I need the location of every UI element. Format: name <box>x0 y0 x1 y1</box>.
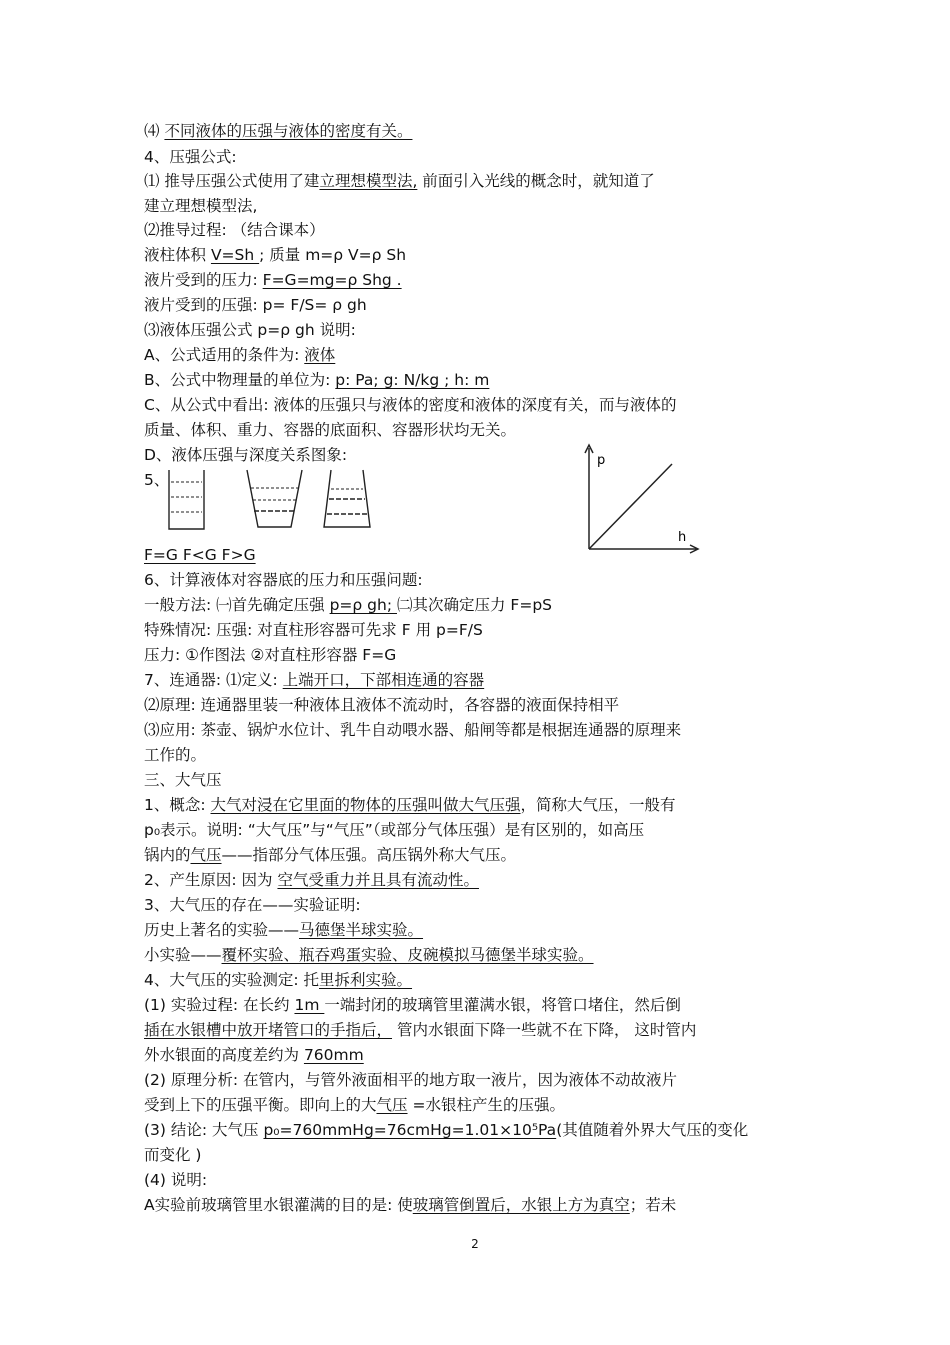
text-line <box>144 245 406 265</box>
line-text: 质量、体积、重力、容器的底面积、容器形状均无关。 <box>144 421 517 439</box>
underlined-text: 气压 <box>190 846 222 864</box>
text-line <box>144 920 423 940</box>
line-text: ——指部分气体压强。高压锅外称大气压。 <box>221 846 517 864</box>
text-line <box>144 820 644 840</box>
text-line <box>144 1145 201 1165</box>
underlined-text: 不同液体的压强与液体的密度有关。 <box>164 122 413 140</box>
text-line <box>144 295 367 315</box>
underlined-text: 立理想模型法, <box>319 172 418 190</box>
underlined-text: 玻璃管倒置后，水银上方为真空 <box>412 1196 630 1214</box>
line-text: C、从公式中看出: 液体的压强只与液体的密度和液体的深度有关，而与液体的 <box>144 396 677 414</box>
underlined-text: p₀=760mmHg=76cmHg=1.01×10⁵Pa <box>263 1121 557 1139</box>
line-text: (4) 说明: <box>144 1171 208 1189</box>
text-line <box>144 1045 364 1065</box>
line-text: 锅内的 <box>144 846 191 864</box>
text-line <box>144 1120 748 1140</box>
line-text: 3、大气压的存在——实验证明: <box>144 896 361 914</box>
line-text: ㈡其次确定压力 F=pS <box>396 596 552 614</box>
line-text: ；若未 <box>629 1196 677 1214</box>
text-line <box>144 220 325 240</box>
text-line <box>144 595 552 615</box>
line-text: 三、大气压 <box>144 771 222 789</box>
text-line <box>144 1020 696 1040</box>
text-line <box>144 570 423 590</box>
line-text: 5、 <box>144 471 170 489</box>
line-text: =水银柱产生的压强。 <box>407 1096 565 1114</box>
line-text: 工作的。 <box>144 746 207 764</box>
page-number: 2 <box>471 1237 479 1251</box>
text-line <box>144 196 257 216</box>
graph-y-label: p <box>597 453 606 468</box>
line-text: 特殊情况: 压强: 对直柱形容器可先求 F 用 p=F/S <box>144 621 483 639</box>
text-line <box>144 470 169 490</box>
underlined-text: 760mm <box>303 1046 364 1064</box>
underlined-text: 里拆利实验。 <box>319 971 413 989</box>
text-line <box>144 870 479 890</box>
line-text: 2、产生原因: 因为 <box>144 871 278 889</box>
underlined-text: 1m <box>294 996 325 1014</box>
text-line <box>144 121 412 141</box>
underlined-text: 液体 <box>304 346 336 364</box>
tapered-container <box>324 470 370 527</box>
line-text: 小实验—— <box>144 946 222 964</box>
text-line <box>144 945 594 965</box>
line-text: (1) 实验过程: 在长约 <box>144 996 295 1014</box>
line-text: ⑷ <box>144 122 165 140</box>
text-line <box>144 147 237 167</box>
text-line <box>144 720 681 740</box>
line-text: (2) 原理分析: 在管内，与管外液面相平的地方取一液片，因为液体不动故液片 <box>144 1071 678 1089</box>
line-text: D、液体压强与深度关系图象: <box>144 446 348 464</box>
text-line <box>144 420 516 440</box>
line-text: 6、计算液体对容器底的压力和压强问题: <box>144 571 423 589</box>
line-text: ，简称大气压，一般有 <box>520 796 676 814</box>
line-text: 4、压强公式: <box>144 148 237 166</box>
line-text: 历史上著名的实验—— <box>144 921 300 939</box>
line-text: p₀表示。说明: “大气压”与“气压”（或部分气体压强）是有区别的，如高压 <box>144 821 645 839</box>
line-text: (3) 结论: 大气压 <box>144 1121 264 1139</box>
text-line <box>144 445 347 465</box>
underlined-text: 插在水银槽中放开堵管口的手指后， <box>144 1021 393 1039</box>
line-text: 受到上下的压强平衡。即向上的大 <box>144 1096 377 1114</box>
text-line <box>144 320 356 340</box>
line-text: B、公式中物理量的单位为: <box>144 371 336 389</box>
line-text: ⑶应用: 茶壶、锅炉水位计、乳牛自动喂水器、船闸等都是根据连通器的原理来 <box>144 721 682 739</box>
line-text: (其值随着外界大气压的变化 <box>556 1121 749 1139</box>
straight-container <box>169 470 204 529</box>
underlined-text: 覆杯实验、瓶吞鸡蛋实验、皮碗模拟马德堡半球实验。 <box>221 946 594 964</box>
line-text: A、公式适用的条件为: <box>144 346 305 364</box>
text-line <box>144 345 335 365</box>
line-text: 液片受到的压力: <box>144 271 263 289</box>
text-line <box>144 395 676 415</box>
text-line <box>144 545 256 565</box>
underlined-text: p=ρ gh; <box>329 596 397 614</box>
text-line <box>144 370 489 390</box>
pressure-depth-graph <box>585 445 698 553</box>
graph-x-label: h <box>678 530 687 545</box>
line-text: 液片受到的压强: p= F/S= ρ gh <box>144 296 367 314</box>
line-text: 而变化 ) <box>144 1146 202 1164</box>
text-line <box>144 171 655 191</box>
line-text: 1、概念: <box>144 796 211 814</box>
flared-container <box>247 470 302 527</box>
line-text: ⑴ 推导压强公式使用了建 <box>144 172 320 190</box>
line-text: ; 质量 m=ρ V=ρ Sh <box>259 246 407 264</box>
underlined-text: F=G=mg=ρ Shg . <box>262 271 402 289</box>
text-line <box>144 895 361 915</box>
text-line <box>144 645 396 665</box>
text-line <box>144 795 676 815</box>
line-text: ⑶液体压强公式 p=ρ gh 说明: <box>144 321 356 339</box>
text-line <box>144 770 222 790</box>
text-line <box>144 620 483 640</box>
text-line <box>144 970 412 990</box>
underlined-text: F=G F<G F>G <box>144 546 256 564</box>
text-line <box>144 845 516 865</box>
line-text: A实验前玻璃管里水银灌满的目的是: 使 <box>144 1196 413 1214</box>
text-line <box>144 670 484 690</box>
line-text: 4、大气压的实验测定: 托 <box>144 971 320 989</box>
line-text: 管内水银面下降一些就不在下降， 这时管内 <box>392 1021 697 1039</box>
text-line <box>144 1195 676 1215</box>
text-line <box>144 995 681 1015</box>
text-line <box>144 1170 207 1190</box>
underlined-text: 空气受重力并且具有流动性。 <box>277 871 479 889</box>
line-text: 一般方法: ㈠首先确定压强 <box>144 596 330 614</box>
underlined-text: 气压 <box>376 1096 408 1114</box>
text-line <box>144 745 206 765</box>
line-text: 7、连通器: ⑴定义: <box>144 671 283 689</box>
text-line <box>144 270 402 290</box>
text-line <box>144 695 619 715</box>
line-text: 外水银面的高度差约为 <box>144 1046 304 1064</box>
text-line <box>144 1095 565 1115</box>
line-text: 前面引入光线的概念时，就知道了 <box>417 172 655 190</box>
line-text: ⑵推导过程: （结合课本） <box>144 221 325 239</box>
underlined-text: p: Pa; g: N/kg ; h: m <box>335 371 490 389</box>
line-text: 液柱体积 <box>144 246 211 264</box>
line-text: ⑵原理: 连通器里装一种液体且液体不流动时，各容器的液面保持相平 <box>144 696 620 714</box>
line-text: 建立理想模型法, <box>144 197 258 215</box>
underlined-text: 上端开口，下部相连通的容器 <box>282 671 485 689</box>
line-text: 一端封闭的玻璃管里灌满水银，将管口堵住，然后倒 <box>324 996 681 1014</box>
underlined-text: 大气对浸在它里面的物体的压强叫做大气压强 <box>210 796 521 814</box>
underlined-text: 马德堡半球实验。 <box>299 921 424 939</box>
line-text: 压力: ①作图法 ②对直柱形容器 F=G <box>144 646 397 664</box>
text-line <box>144 1070 677 1090</box>
underlined-text: V=Sh <box>210 246 260 264</box>
